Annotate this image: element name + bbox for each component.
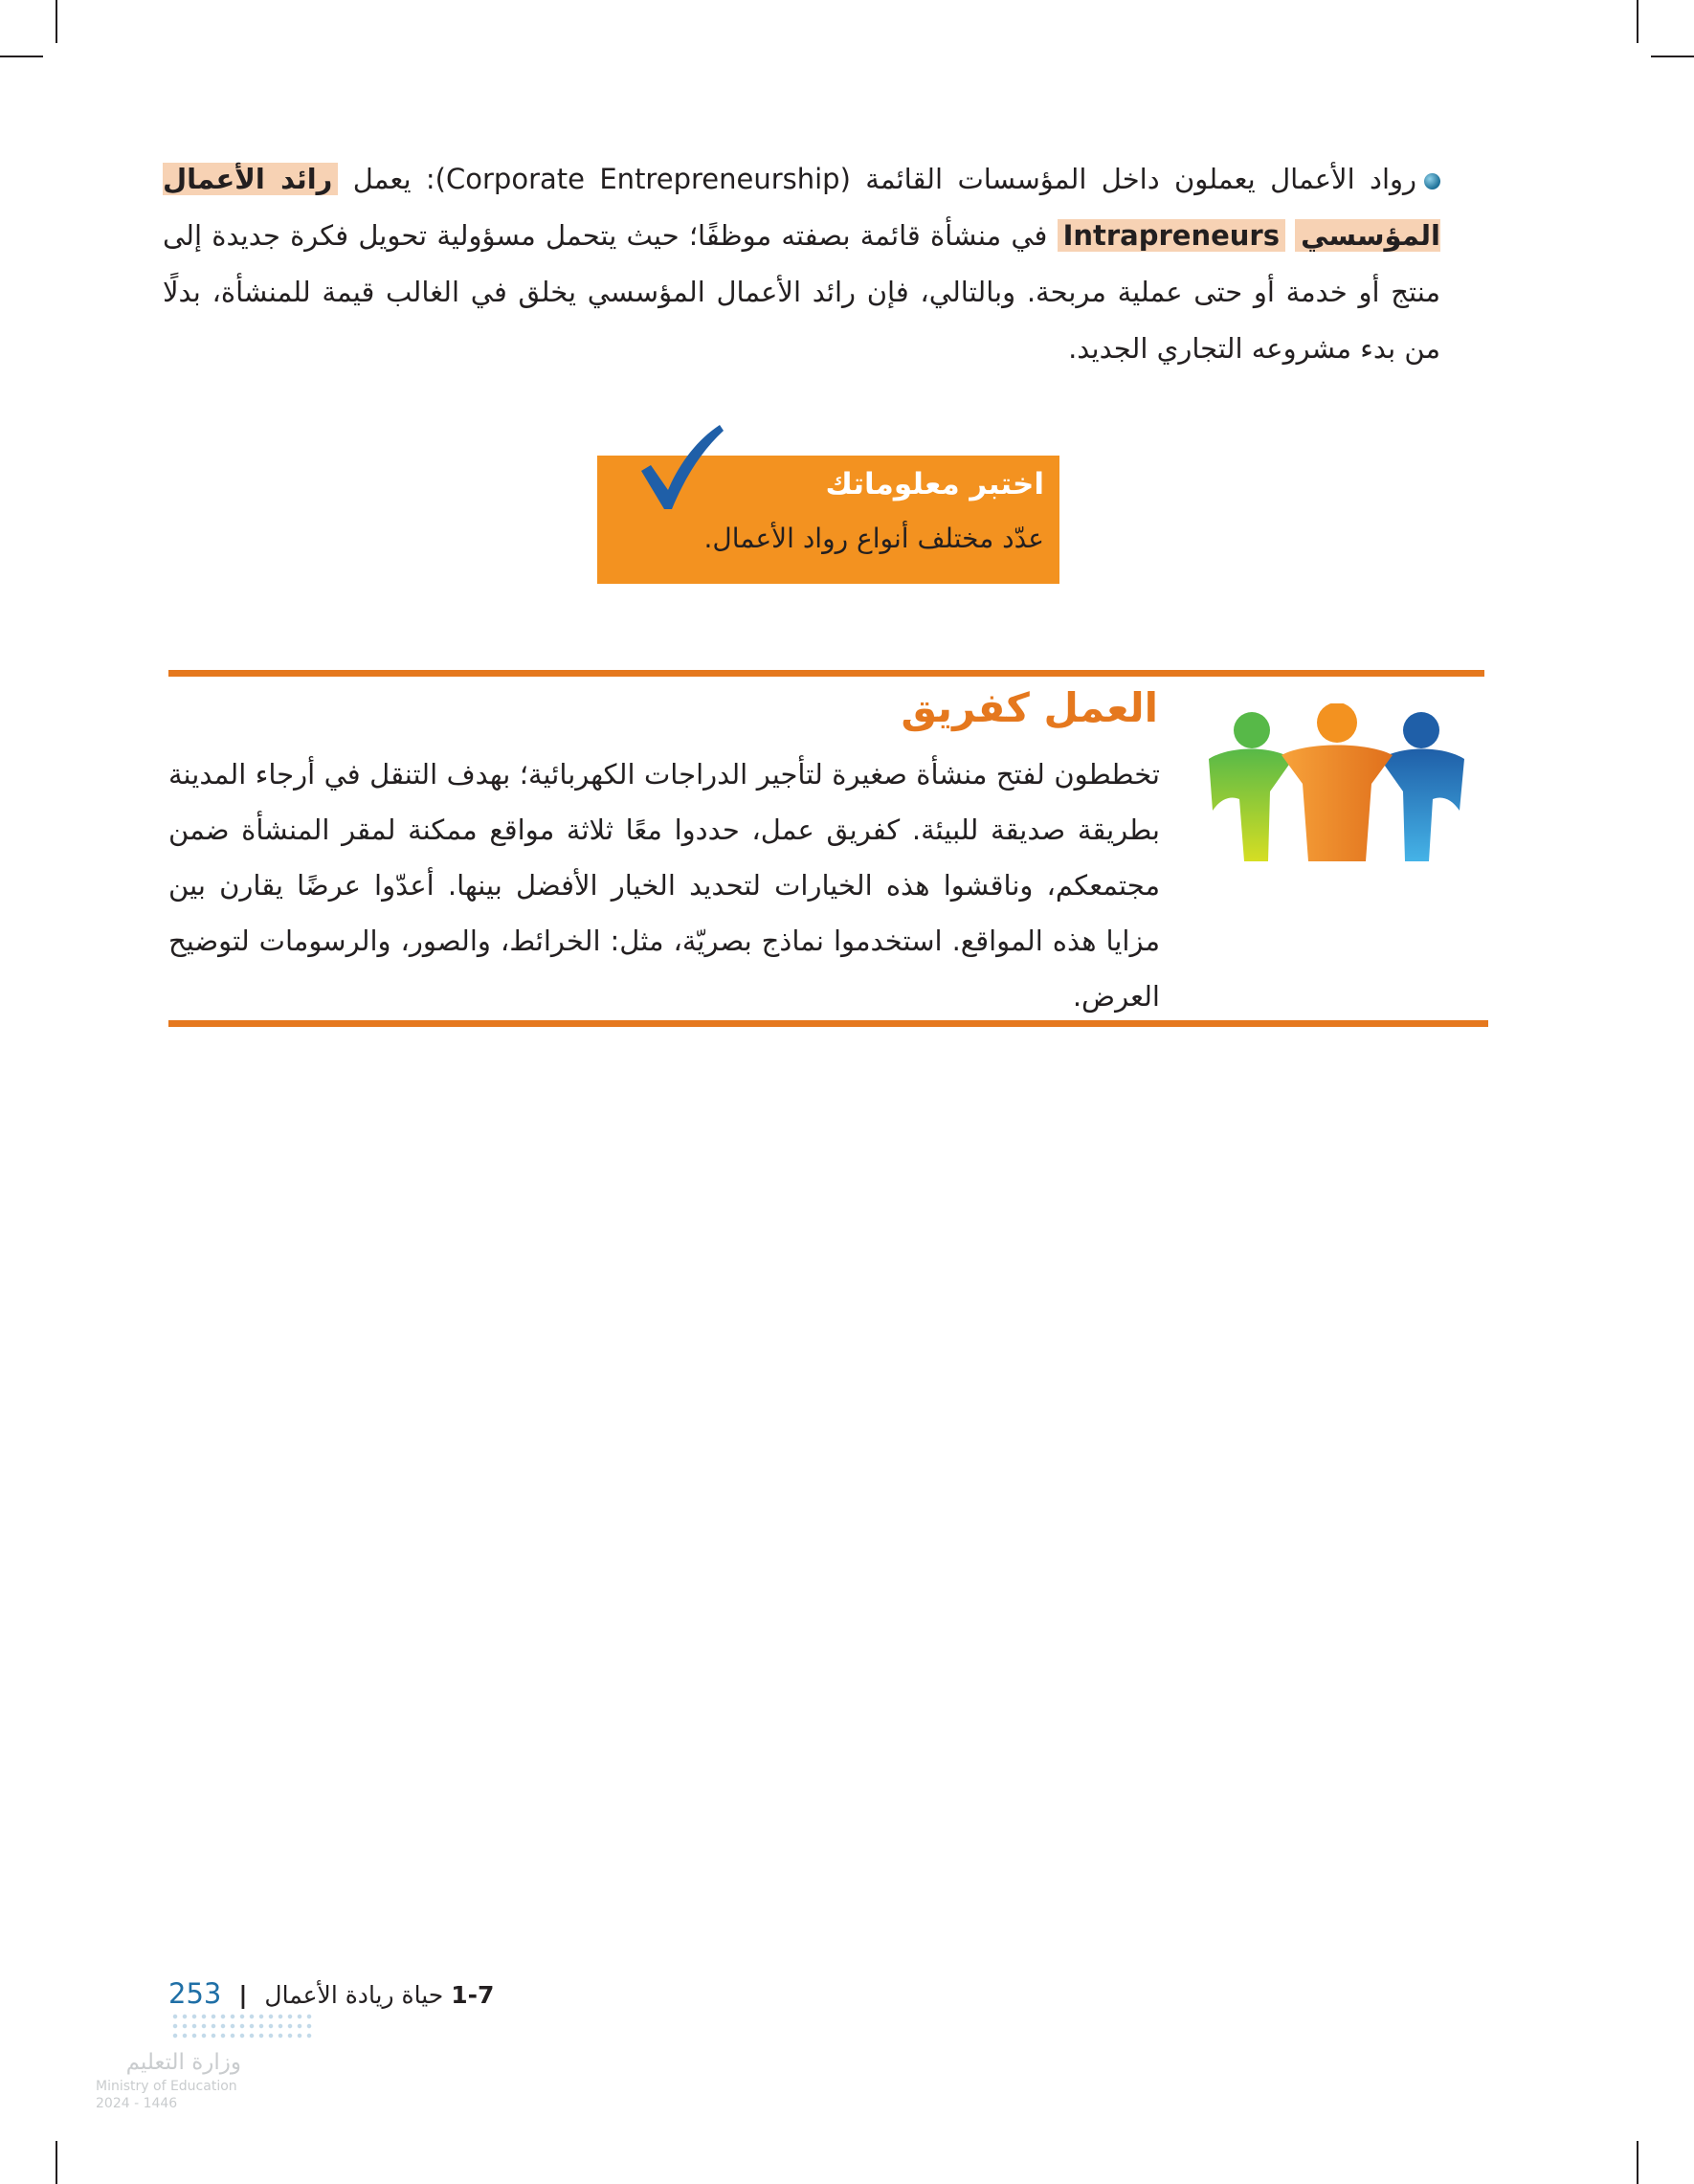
highlight-term-ar: رائد الأعمال المؤسسي [163, 163, 1440, 252]
quiz-title: اختبر معلوماتك [825, 467, 1044, 501]
page-number: 253 [168, 1977, 222, 2010]
team-people-icon [1201, 703, 1474, 866]
quiz-question: عدّد مختلف أنواع رواد الأعمال. [703, 523, 1044, 554]
section-rule-top [168, 670, 1484, 677]
crop-mark [56, 2141, 57, 2184]
crop-mark [56, 0, 57, 43]
teamwork-body: تخططون لفتح منشأة صغيرة لتأجير الدراجات الكهربائية؛ بهدف التنقل في أرجاء المدينة بطريقة صديقة للبيئة. كفريق عمل، حددوا معًا ثلاثة مواقع ممكنة لمقر المنشأة ضمن مجتمعكم، وناقشوا هذه الخيارات لتحديد الخيار الأفضل بينها. أعدّوا عرضًا يقارن بين مزايا هذه المواقع. استخدموا نماذج بصريّة، مثل: الخرائط، والصور، والرسومات لتوضيح العرض. [168, 758, 1160, 1013]
crop-mark [1637, 0, 1638, 43]
intrapreneur-paragraph [163, 151, 1440, 377]
ministry-name-en: Ministry of Education [96, 2079, 237, 2094]
teamwork-title: العمل كفريق [901, 684, 1158, 731]
crop-mark [0, 56, 43, 57]
intro-text-1: رواد الأعمال يعملون داخل المؤسسات القائمة (Corporate Entrepreneurship): يعمل [338, 163, 1417, 195]
bullet-icon [1424, 173, 1440, 189]
checkmark-icon [635, 421, 724, 513]
ministry-year: 2024 - 1446 [96, 2096, 178, 2111]
decorative-dots [170, 2012, 314, 2039]
page-footer [168, 1977, 494, 2010]
chapter-title: حياة ريادة الأعمال [264, 1981, 444, 2009]
section-rule-bottom [168, 1020, 1488, 1027]
crop-mark [1651, 56, 1694, 57]
footer-separator: | [238, 1981, 248, 2009]
crop-mark [1637, 2141, 1638, 2184]
ministry-name-ar: وزارة التعليم [125, 2050, 241, 2075]
intro-text-2: في منشأة قائمة بصفته موظفًا؛ حيث يتحمل مسؤولية تحويل فكرة جديدة إلى منتج أو خدمة أو حتى عملية مربحة. وبالتالي، فإن رائد الأعمال المؤسسي يخلق في الغالب قيمة للمنشأة، بدلًا من بدء مشروعه التجاري الجديد. [163, 219, 1440, 365]
ministry-watermark [96, 2050, 249, 2111]
highlight-term-en: Intrapreneurs [1058, 219, 1285, 252]
chapter-code: 1-7 [451, 1981, 495, 2009]
